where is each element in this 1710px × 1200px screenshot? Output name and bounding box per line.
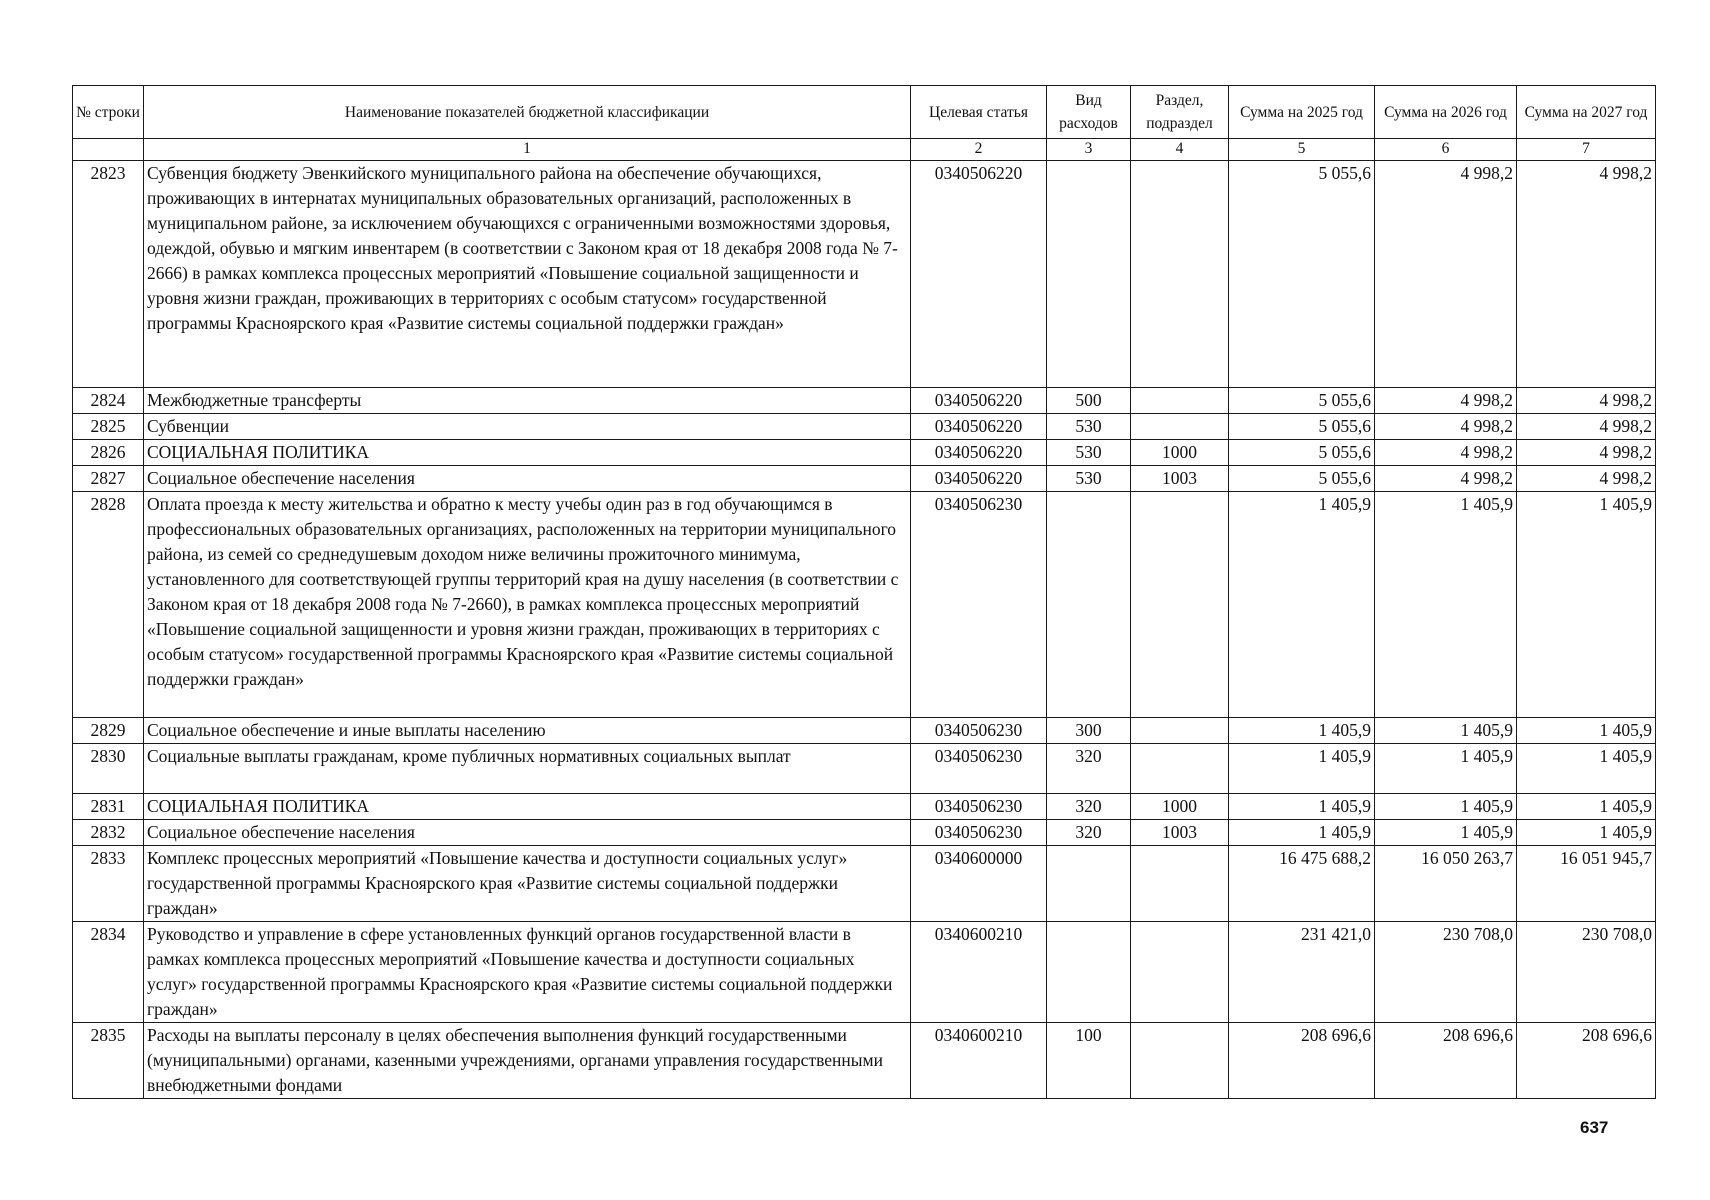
row-section <box>1131 161 1229 388</box>
row-name: Социальное обеспечение населения <box>144 820 911 846</box>
row-sum-2027: 4 998,2 <box>1517 466 1656 492</box>
header-sum-2026: Сумма на 2026 год <box>1375 86 1517 139</box>
row-number: 2829 <box>73 718 144 744</box>
row-target-code: 0340506220 <box>911 161 1047 388</box>
row-sum-2027: 1 405,9 <box>1517 820 1656 846</box>
table-row <box>73 1023 1656 1099</box>
row-sum-2026: 4 998,2 <box>1375 161 1517 388</box>
header-name: Наименование показателей бюджетной классификации <box>144 86 911 139</box>
row-sum-2026: 1 405,9 <box>1375 718 1517 744</box>
column-number: 1 <box>144 139 911 161</box>
row-target-code: 0340506230 <box>911 718 1047 744</box>
row-sum-2026: 16 050 263,7 <box>1375 846 1517 922</box>
row-sum-2026: 208 696,6 <box>1375 1023 1517 1099</box>
row-sum-2025: 1 405,9 <box>1229 718 1375 744</box>
row-expense-kind <box>1047 922 1131 1023</box>
row-sum-2027: 1 405,9 <box>1517 492 1656 718</box>
row-name: Расходы на выплаты персоналу в целях обеспечения выполнения функций государственными (муниципальными) органами, казенными учреждениями, органами управления государственными внебюджетными фондами <box>144 1023 911 1099</box>
row-target-code: 0340506230 <box>911 744 1047 794</box>
table-row <box>73 718 1656 744</box>
column-number: 5 <box>1229 139 1375 161</box>
row-sum-2026: 4 998,2 <box>1375 388 1517 414</box>
header-kind: Вид расходов <box>1047 86 1131 139</box>
row-target-code: 0340600210 <box>911 1023 1047 1099</box>
row-expense-kind <box>1047 846 1131 922</box>
row-expense-kind: 320 <box>1047 744 1131 794</box>
table-row <box>73 466 1656 492</box>
row-name: Руководство и управление в сфере установленных функций органов государственной власти в рамках комплекса процессных мероприятий «Повышение качества и доступности социальных услуг» государственной программы Красноярского края «Развитие системы социальной поддержки граждан» <box>144 922 911 1023</box>
row-expense-kind: 530 <box>1047 414 1131 440</box>
budget-table-sheet <box>72 85 1655 1099</box>
row-expense-kind <box>1047 161 1131 388</box>
header-section: Раздел, подраздел <box>1131 86 1229 139</box>
row-target-code: 0340506230 <box>911 492 1047 718</box>
row-sum-2026: 4 998,2 <box>1375 414 1517 440</box>
row-section <box>1131 1023 1229 1099</box>
table-row <box>73 492 1656 718</box>
row-name: Социальное обеспечение и иные выплаты населению <box>144 718 911 744</box>
row-expense-kind: 530 <box>1047 466 1131 492</box>
row-sum-2026: 1 405,9 <box>1375 820 1517 846</box>
row-sum-2025: 5 055,6 <box>1229 466 1375 492</box>
row-target-code: 0340600210 <box>911 922 1047 1023</box>
row-sum-2025: 1 405,9 <box>1229 820 1375 846</box>
table-row <box>73 794 1656 820</box>
row-number: 2826 <box>73 440 144 466</box>
table-row <box>73 922 1656 1023</box>
row-sum-2027: 230 708,0 <box>1517 922 1656 1023</box>
row-expense-kind: 300 <box>1047 718 1131 744</box>
row-sum-2025: 1 405,9 <box>1229 744 1375 794</box>
row-sum-2027: 4 998,2 <box>1517 388 1656 414</box>
column-number-blank <box>73 139 144 161</box>
row-name: Субвенция бюджету Эвенкийского муниципального района на обеспечение обучающихся, проживающих в интернатах муниципальных образовательных организаций, расположенных в муниципальном районе, за исключением обучающихся с ограниченными возможностями здоровья, одеждой, обувью и мягким инвентарем (в соответствии с Законом края от 18 декабря 2008 года № 7-2666) в рамках комплекса процессных мероприятий «Повышение социальной защищенности и уровня жизни граждан, проживающих в территориях с особым статусом» государственной программы Красноярского края «Развитие системы социальной поддержки граждан» <box>144 161 911 388</box>
row-sum-2025: 16 475 688,2 <box>1229 846 1375 922</box>
row-name: Оплата проезда к месту жительства и обратно к месту учебы один раз в год обучающимся в профессиональных образовательных организациях, расположенных на территории муниципального района, из семей со среднедушевым доходом ниже величины прожиточного минимума, установленного для соответствующей группы территорий края на душу населения (в соответствии с Законом края от 18 декабря 2008 года № 7-2660), в рамках комплекса процессных мероприятий «Повышение социальной защищенности и уровня жизни граждан, проживающих в территориях с особым статусом» государственной программы Красноярского края «Развитие системы социальной поддержки граждан» <box>144 492 911 718</box>
row-number: 2832 <box>73 820 144 846</box>
table-row <box>73 440 1656 466</box>
row-name: Социальные выплаты гражданам, кроме публичных нормативных социальных выплат <box>144 744 911 794</box>
row-target-code: 0340506220 <box>911 466 1047 492</box>
row-sum-2026: 230 708,0 <box>1375 922 1517 1023</box>
row-sum-2025: 5 055,6 <box>1229 414 1375 440</box>
row-sum-2026: 1 405,9 <box>1375 794 1517 820</box>
row-section <box>1131 846 1229 922</box>
row-sum-2025: 5 055,6 <box>1229 440 1375 466</box>
row-sum-2025: 208 696,6 <box>1229 1023 1375 1099</box>
row-expense-kind: 320 <box>1047 794 1131 820</box>
column-number: 2 <box>911 139 1047 161</box>
row-number: 2831 <box>73 794 144 820</box>
row-name: Субвенции <box>144 414 911 440</box>
header-target: Целевая статья <box>911 86 1047 139</box>
row-section: 1003 <box>1131 820 1229 846</box>
row-name: Межбюджетные трансферты <box>144 388 911 414</box>
row-sum-2027: 4 998,2 <box>1517 161 1656 388</box>
row-expense-kind: 500 <box>1047 388 1131 414</box>
row-sum-2027: 1 405,9 <box>1517 744 1656 794</box>
row-sum-2027: 4 998,2 <box>1517 414 1656 440</box>
row-target-code: 0340506220 <box>911 388 1047 414</box>
row-section <box>1131 492 1229 718</box>
row-section: 1000 <box>1131 440 1229 466</box>
row-sum-2026: 1 405,9 <box>1375 492 1517 718</box>
row-target-code: 0340506230 <box>911 820 1047 846</box>
row-target-code: 0340506230 <box>911 794 1047 820</box>
row-name: Комплекс процессных мероприятий «Повышение качества и доступности социальных услуг» государственной программы Красноярского края «Развитие системы социальной поддержки граждан» <box>144 846 911 922</box>
row-sum-2025: 231 421,0 <box>1229 922 1375 1023</box>
row-sum-2027: 208 696,6 <box>1517 1023 1656 1099</box>
row-section <box>1131 744 1229 794</box>
table-row <box>73 414 1656 440</box>
row-sum-2026: 4 998,2 <box>1375 466 1517 492</box>
header-row-no: № строки <box>73 86 144 139</box>
header-sum-2027: Сумма на 2027 год <box>1517 86 1656 139</box>
row-target-code: 0340600000 <box>911 846 1047 922</box>
row-number: 2825 <box>73 414 144 440</box>
column-number: 3 <box>1047 139 1131 161</box>
row-section <box>1131 922 1229 1023</box>
row-number: 2828 <box>73 492 144 718</box>
row-sum-2025: 1 405,9 <box>1229 492 1375 718</box>
row-sum-2027: 1 405,9 <box>1517 718 1656 744</box>
column-number-row <box>73 139 1656 161</box>
row-number: 2827 <box>73 466 144 492</box>
row-sum-2025: 1 405,9 <box>1229 794 1375 820</box>
row-section: 1000 <box>1131 794 1229 820</box>
row-sum-2026: 1 405,9 <box>1375 744 1517 794</box>
row-target-code: 0340506220 <box>911 414 1047 440</box>
row-sum-2025: 5 055,6 <box>1229 161 1375 388</box>
table-row <box>73 846 1656 922</box>
row-number: 2834 <box>73 922 144 1023</box>
row-sum-2027: 16 051 945,7 <box>1517 846 1656 922</box>
table-row <box>73 744 1656 794</box>
header-sum-2025: Сумма на 2025 год <box>1229 86 1375 139</box>
row-name: Социальное обеспечение населения <box>144 466 911 492</box>
column-number: 7 <box>1517 139 1656 161</box>
page-number: 637 <box>1580 1118 1609 1137</box>
row-number: 2835 <box>73 1023 144 1099</box>
header-row <box>73 86 1656 139</box>
row-expense-kind: 320 <box>1047 820 1131 846</box>
row-sum-2026: 4 998,2 <box>1375 440 1517 466</box>
row-name: СОЦИАЛЬНАЯ ПОЛИТИКА <box>144 440 911 466</box>
table-row <box>73 388 1656 414</box>
row-section <box>1131 414 1229 440</box>
row-section <box>1131 718 1229 744</box>
row-number: 2823 <box>73 161 144 388</box>
row-expense-kind: 530 <box>1047 440 1131 466</box>
row-sum-2027: 4 998,2 <box>1517 440 1656 466</box>
row-name: СОЦИАЛЬНАЯ ПОЛИТИКА <box>144 794 911 820</box>
row-section: 1003 <box>1131 466 1229 492</box>
row-number: 2830 <box>73 744 144 794</box>
row-sum-2027: 1 405,9 <box>1517 794 1656 820</box>
column-number: 4 <box>1131 139 1229 161</box>
row-expense-kind: 100 <box>1047 1023 1131 1099</box>
row-expense-kind <box>1047 492 1131 718</box>
row-number: 2833 <box>73 846 144 922</box>
row-number: 2824 <box>73 388 144 414</box>
row-sum-2025: 5 055,6 <box>1229 388 1375 414</box>
row-target-code: 0340506220 <box>911 440 1047 466</box>
column-number: 6 <box>1375 139 1517 161</box>
budget-table <box>72 85 1656 1099</box>
row-section <box>1131 388 1229 414</box>
table-row <box>73 161 1656 388</box>
table-row <box>73 820 1656 846</box>
